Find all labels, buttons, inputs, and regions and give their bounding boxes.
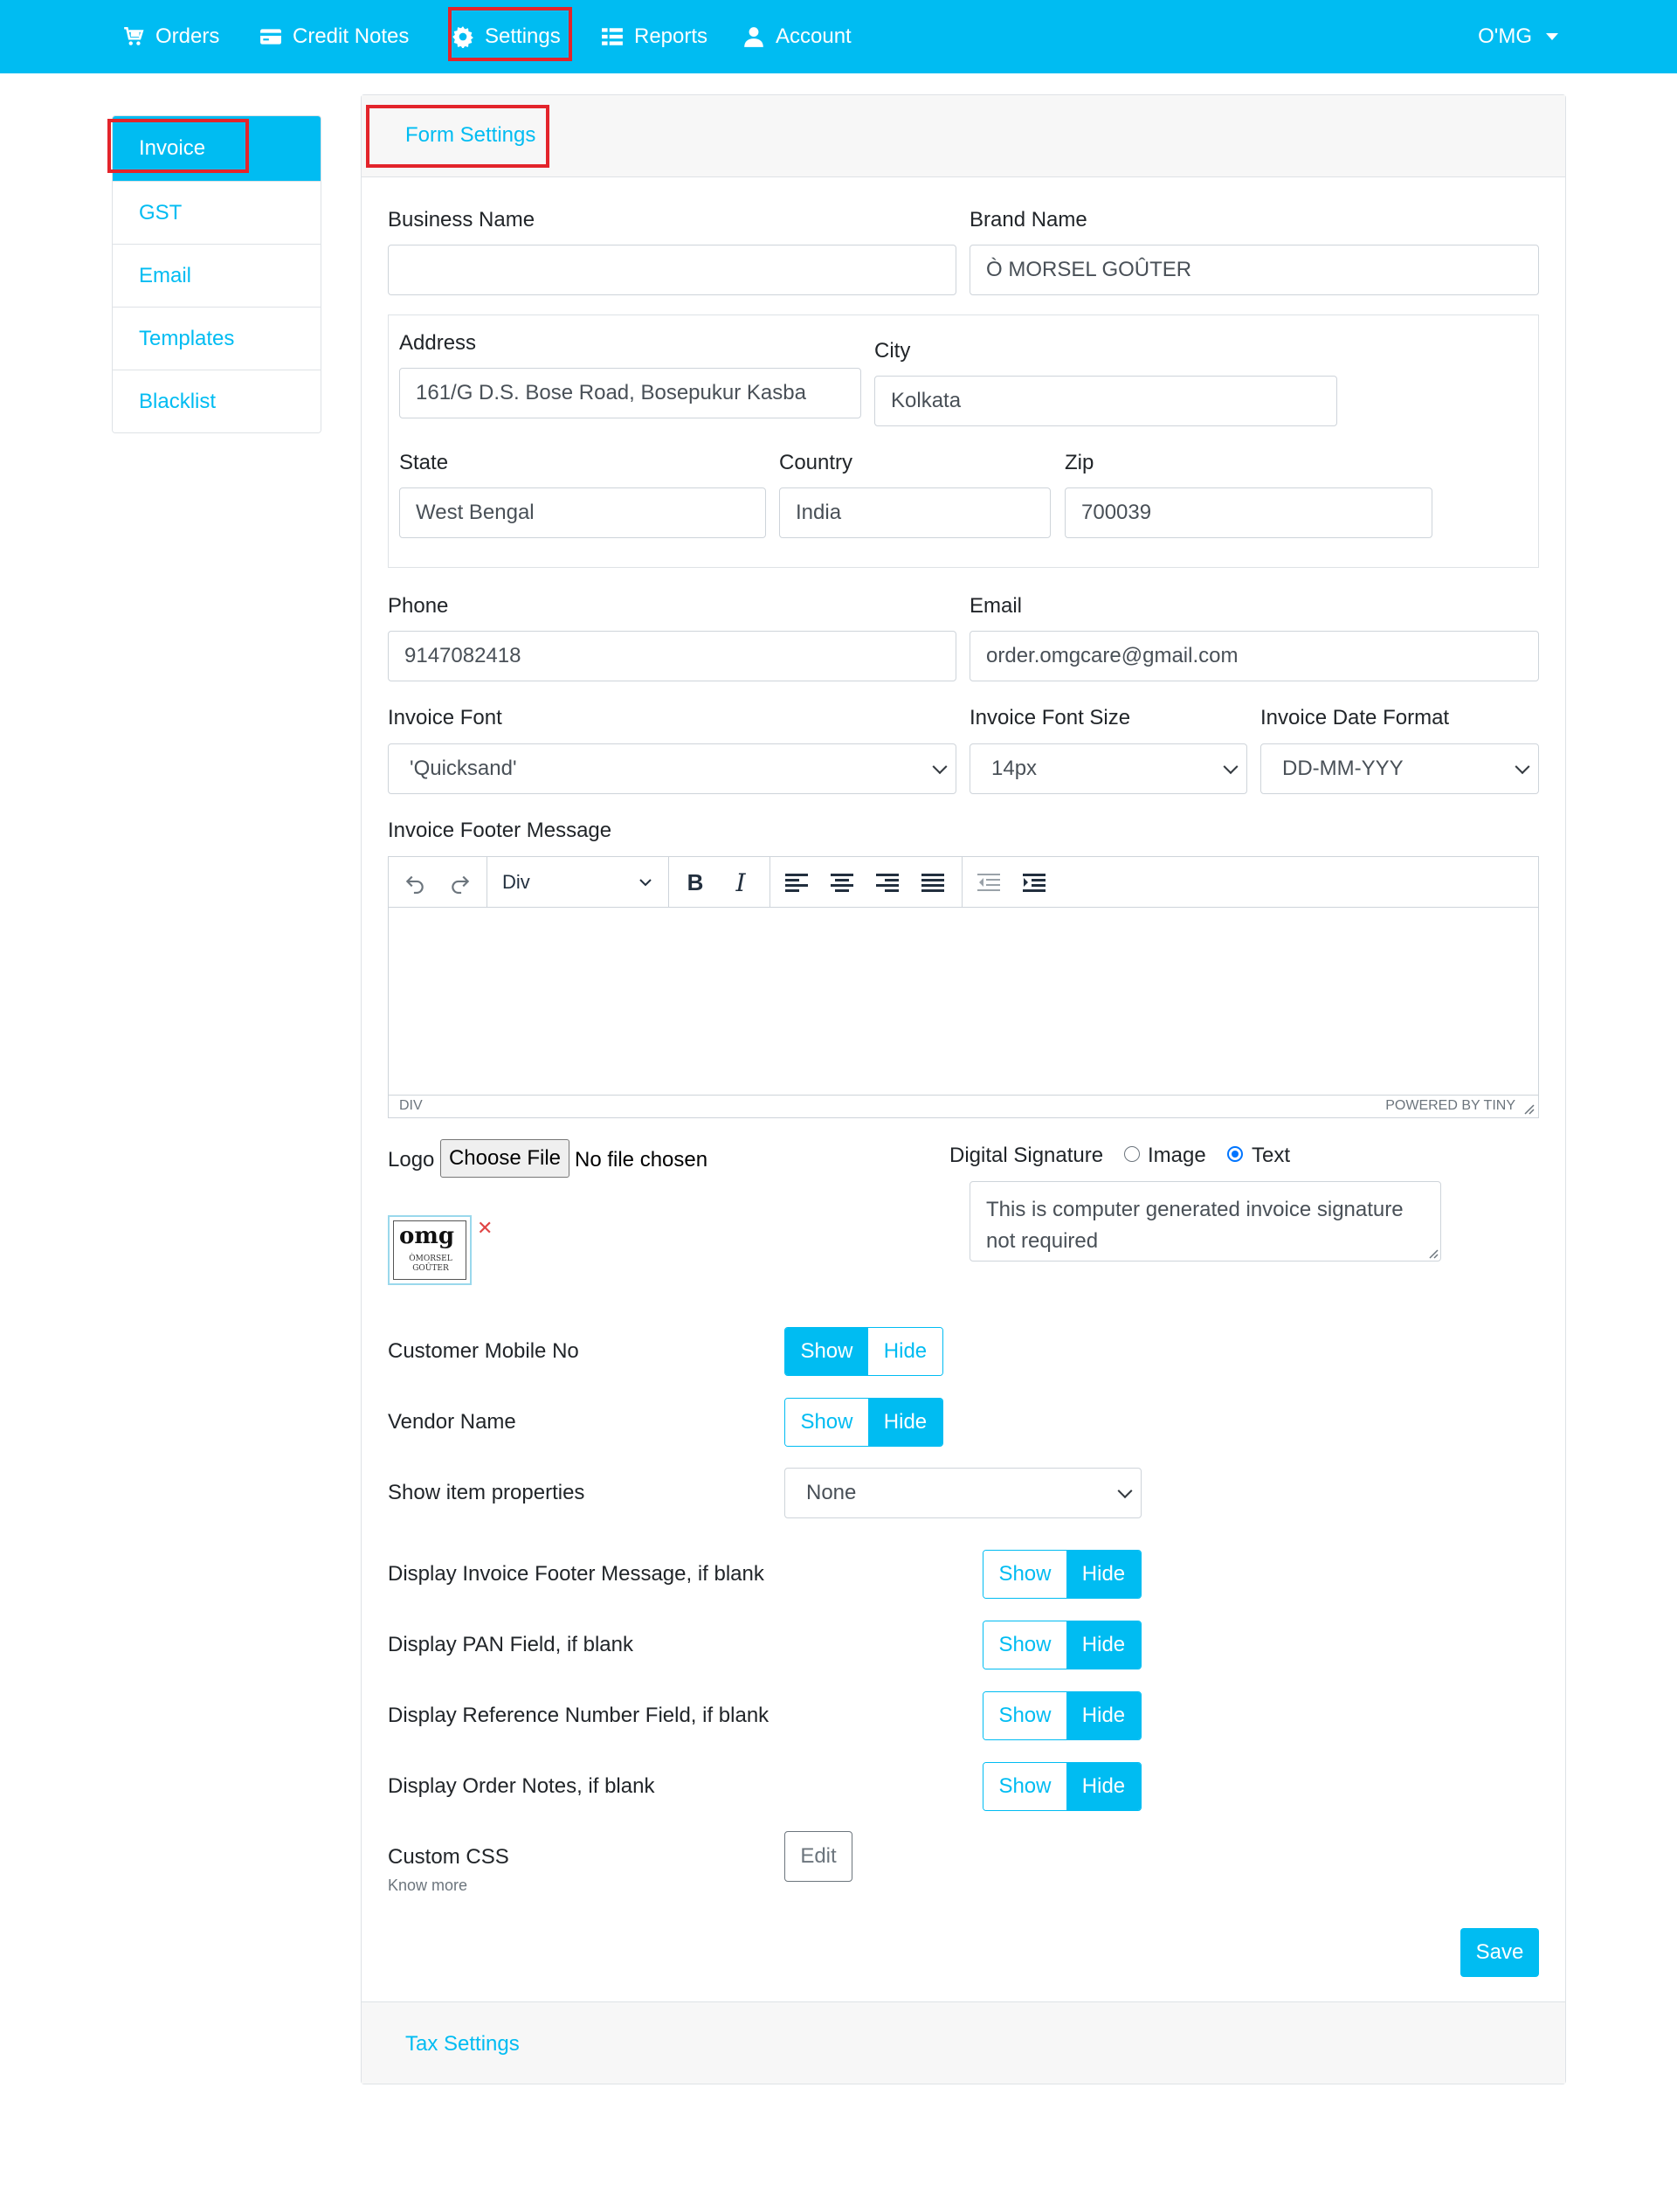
align-center-icon[interactable] xyxy=(820,857,864,908)
zip-label: Zip xyxy=(1065,451,1094,474)
sidebar-item-invoice[interactable]: Invoice xyxy=(113,116,321,181)
choose-file-label: Choose File xyxy=(448,1146,562,1170)
user-icon xyxy=(742,25,765,48)
pan-if-blank-toggle xyxy=(983,1621,1142,1669)
nav-reports-label: Reports xyxy=(634,24,708,48)
item-properties-select[interactable] xyxy=(784,1468,1142,1518)
customer-mobile-hide-button[interactable]: Hide xyxy=(868,1328,942,1375)
user-name: O'MG xyxy=(1478,24,1532,48)
brand-name-label: Brand Name xyxy=(970,208,1087,232)
sidebar-item-email[interactable]: Email xyxy=(113,244,321,307)
credit-card-icon xyxy=(259,25,282,48)
email-input[interactable]: order.omgcare@gmail.com xyxy=(970,631,1539,681)
signature-text-value: This is computer generated invoice signature not required xyxy=(986,1198,1404,1253)
chevron-down-icon xyxy=(638,875,652,889)
card-footer xyxy=(362,2001,1565,2084)
signature-textarea[interactable] xyxy=(970,1181,1441,1262)
invoice-date-format-value: DD-MM-YYY xyxy=(1282,757,1404,780)
form-settings-highlight-box xyxy=(366,105,549,168)
editor-statusbar xyxy=(389,1095,1538,1117)
invoice-font-label: Invoice Font xyxy=(388,706,502,729)
item-properties-label: Show item properties xyxy=(388,1481,585,1504)
footer-if-blank-toggle xyxy=(983,1550,1142,1599)
nav-credit-notes[interactable] xyxy=(259,0,409,73)
custom-css-label: Custom CSS xyxy=(388,1845,509,1869)
sidebar-item-templates[interactable]: Templates xyxy=(113,307,321,370)
know-more-link[interactable]: Know more xyxy=(388,1877,468,1894)
email-label: Email xyxy=(970,594,1023,618)
item-properties-value: None xyxy=(806,1481,857,1504)
save-button[interactable]: Save xyxy=(1460,1928,1539,1977)
signature-image-label: Image xyxy=(1148,1144,1206,1167)
invoice-highlight-box xyxy=(107,119,249,173)
cart-icon xyxy=(122,25,145,48)
chevron-down-icon xyxy=(933,759,948,774)
footer-if-blank-show-button[interactable]: Show xyxy=(983,1551,1066,1598)
logo-label: Logo xyxy=(388,1148,435,1172)
logo-preview xyxy=(388,1215,472,1285)
nav-settings-label: Settings xyxy=(485,24,561,48)
invoice-date-format-label: Invoice Date Format xyxy=(1260,706,1450,729)
file-status: No file chosen xyxy=(575,1148,708,1172)
bold-icon[interactable]: B xyxy=(687,868,704,895)
state-input[interactable]: West Bengal xyxy=(399,487,766,538)
vendor-name-hide-button[interactable]: Hide xyxy=(868,1399,942,1446)
invoice-font-value: 'Quicksand' xyxy=(410,757,517,780)
invoice-font-size-select[interactable] xyxy=(970,743,1247,794)
sidebar-item-blacklist[interactable]: Blacklist xyxy=(113,370,321,432)
sidebar-item-gst[interactable]: GST xyxy=(113,181,321,244)
phone-label: Phone xyxy=(388,594,449,618)
undo-icon[interactable] xyxy=(396,857,434,908)
signature-image-radio[interactable] xyxy=(1124,1146,1140,1162)
ref-if-blank-show-button[interactable]: Show xyxy=(983,1692,1066,1739)
address-label: Address xyxy=(399,331,477,355)
customer-mobile-label: Customer Mobile No xyxy=(388,1339,579,1363)
zip-input[interactable]: 700039 xyxy=(1065,487,1432,538)
nav-orders[interactable] xyxy=(122,0,219,73)
invoice-font-select[interactable] xyxy=(388,743,956,794)
country-label: Country xyxy=(779,451,853,474)
brand-name-input[interactable]: Ò MORSEL GOÛTER xyxy=(970,245,1539,295)
city-input[interactable]: Kolkata xyxy=(874,376,1337,426)
vendor-name-toggle xyxy=(784,1398,943,1447)
signature-text-label: Text xyxy=(1252,1144,1291,1167)
country-input[interactable]: India xyxy=(779,487,1051,538)
tax-settings-tab[interactable]: Tax Settings xyxy=(405,2032,520,2056)
ref-if-blank-toggle xyxy=(983,1691,1142,1740)
nav-credit-notes-label: Credit Notes xyxy=(293,24,410,48)
editor-path: DIV xyxy=(399,1098,423,1113)
chevron-down-icon xyxy=(1515,759,1530,774)
footer-message-editor xyxy=(388,856,1539,1118)
business-name-input[interactable] xyxy=(388,245,956,295)
pan-if-blank-label: Display PAN Field, if blank xyxy=(388,1633,633,1656)
customer-mobile-toggle xyxy=(784,1327,943,1376)
editor-toolbar xyxy=(389,857,1538,908)
nav-account-label: Account xyxy=(776,24,852,48)
align-left-icon[interactable] xyxy=(775,857,818,908)
resize-handle-icon[interactable] xyxy=(1428,1248,1439,1259)
table-icon xyxy=(601,25,624,48)
digital-signature-label: Digital Signature xyxy=(949,1144,1104,1167)
align-right-icon[interactable] xyxy=(866,857,909,908)
nav-account[interactable] xyxy=(742,0,852,73)
invoice-font-size-value: 14px xyxy=(991,757,1038,780)
notes-if-blank-toggle xyxy=(983,1762,1142,1811)
settings-highlight-box xyxy=(448,7,572,61)
top-navbar xyxy=(0,0,1677,73)
pan-if-blank-show-button[interactable]: Show xyxy=(983,1621,1066,1669)
ref-if-blank-hide-button[interactable]: Hide xyxy=(1066,1692,1141,1739)
phone-input[interactable]: 9147082418 xyxy=(388,631,956,681)
resize-handle-icon[interactable] xyxy=(1522,1103,1535,1115)
remove-logo-icon[interactable]: ✕ xyxy=(477,1217,493,1239)
user-menu[interactable] xyxy=(1478,0,1558,73)
redo-icon[interactable] xyxy=(441,857,480,908)
block-format-select[interactable] xyxy=(488,857,666,908)
powered-by-tiny[interactable]: POWERED BY TINY xyxy=(1385,1098,1515,1113)
notes-if-blank-hide-button[interactable]: Hide xyxy=(1066,1763,1141,1810)
block-format-value: Div xyxy=(502,871,530,893)
city-label: City xyxy=(874,339,911,363)
footer-message-label: Invoice Footer Message xyxy=(388,819,612,842)
chevron-down-icon xyxy=(1118,1483,1133,1498)
nav-orders-label: Orders xyxy=(155,24,220,48)
form-settings-tab[interactable]: Form Settings xyxy=(405,123,536,147)
custom-css-edit-button[interactable]: Edit xyxy=(784,1831,852,1882)
signature-text-radio[interactable] xyxy=(1227,1146,1243,1162)
footer-if-blank-label: Display Invoice Footer Message, if blank xyxy=(388,1562,764,1586)
invoice-font-size-label: Invoice Font Size xyxy=(970,706,1131,729)
editor-content-area[interactable] xyxy=(389,908,1538,1096)
state-label: State xyxy=(399,451,449,474)
logo-image-text: omg xyxy=(399,1223,455,1249)
notes-if-blank-show-button[interactable]: Show xyxy=(983,1763,1066,1810)
vendor-name-show-button[interactable]: Show xyxy=(785,1399,868,1446)
ref-if-blank-label: Display Reference Number Field, if blank xyxy=(388,1704,769,1727)
business-name-label: Business Name xyxy=(388,208,535,232)
indent-icon[interactable] xyxy=(1012,857,1056,908)
align-justify-icon[interactable] xyxy=(911,857,955,908)
choose-file-button[interactable] xyxy=(440,1139,569,1178)
customer-mobile-show-button[interactable]: Show xyxy=(785,1328,868,1375)
vendor-name-label: Vendor Name xyxy=(388,1410,516,1434)
chevron-down-icon xyxy=(1224,759,1239,774)
chevron-down-icon xyxy=(1546,33,1558,40)
logo-image-subtext: ÒMORSEL GOÛTER xyxy=(409,1255,452,1273)
pan-if-blank-hide-button[interactable]: Hide xyxy=(1066,1621,1141,1669)
address-input[interactable]: 161/G D.S. Bose Road, Bosepukur Kasba xyxy=(399,368,861,418)
italic-icon[interactable]: I xyxy=(735,868,746,897)
footer-if-blank-hide-button[interactable]: Hide xyxy=(1066,1551,1141,1598)
outdent-icon[interactable] xyxy=(967,857,1011,908)
notes-if-blank-label: Display Order Notes, if blank xyxy=(388,1774,655,1798)
nav-reports[interactable] xyxy=(601,0,707,73)
invoice-date-format-select[interactable] xyxy=(1260,743,1539,794)
